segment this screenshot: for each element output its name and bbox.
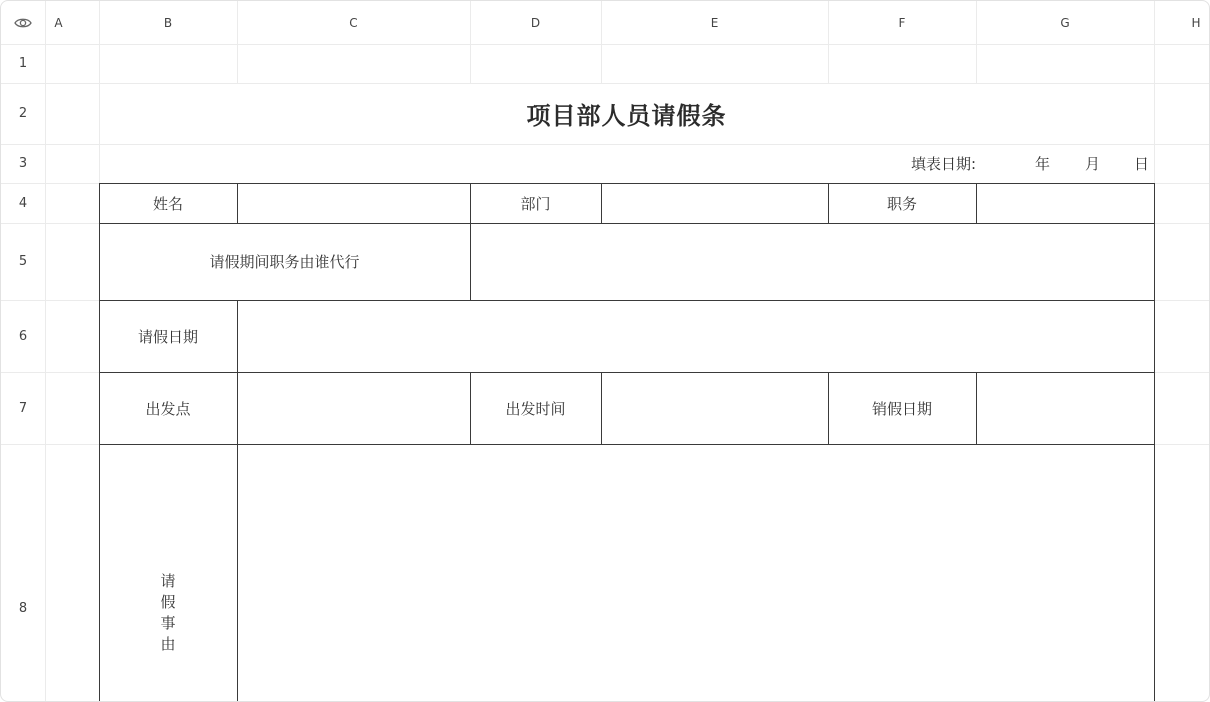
day-label: 日 [1134,155,1150,173]
position-label-cell[interactable]: 职务 [886,194,917,213]
fill-date-label: 填表日期: [911,155,977,173]
reason-char: 请 [160,572,176,590]
departure-label-cell[interactable]: 出发点 [145,399,191,418]
form-border [237,300,238,701]
grid-line [1,144,1209,145]
leave-date-label-cell[interactable]: 请假日期 [137,327,198,346]
column-header-d[interactable]: D [530,15,541,30]
row-header-6[interactable]: 6 [18,328,28,344]
form-border [99,183,1155,184]
form-border [237,183,238,223]
name-label-cell[interactable]: 姓名 [152,194,183,213]
form-border [601,183,602,223]
form-border [976,372,977,444]
eye-icon[interactable] [13,13,33,33]
row-header-8[interactable]: 8 [18,600,28,616]
proxy-label-cell[interactable]: 请假期间职务由谁代行 [209,253,360,271]
grid-line [45,1,46,701]
departure-time-label-cell[interactable]: 出发时间 [505,399,566,418]
row-header-1[interactable]: 1 [18,56,28,71]
reason-char: 假 [160,593,176,611]
row-header-3[interactable]: 3 [18,156,28,171]
return-date-label-cell[interactable]: 销假日期 [871,399,932,418]
reason-char: 由 [160,635,176,653]
form-border [99,372,1155,373]
row-header-2[interactable]: 2 [18,106,28,121]
column-header-b[interactable]: B [163,15,173,30]
row-header-4[interactable]: 4 [18,195,28,211]
form-border [976,183,977,223]
reason-char: 事 [160,614,176,632]
column-header-e[interactable]: E [710,15,719,30]
column-header-c[interactable]: C [349,15,358,30]
form-border [1154,183,1155,701]
month-label: 月 [1085,155,1101,173]
column-header-g[interactable]: G [1060,15,1070,30]
row-header-5[interactable]: 5 [18,254,28,269]
form-border [601,372,602,444]
grid-line [1,44,1209,45]
column-header-h[interactable]: H [1191,15,1201,30]
form-title[interactable]: 项目部人员请假条 [526,102,727,130]
dept-label-cell[interactable]: 部门 [520,194,551,213]
reason-label-cell[interactable] [99,571,237,655]
form-border [99,300,1155,301]
row-header-7[interactable]: 7 [18,400,28,416]
column-header-a[interactable]: A [54,15,63,30]
form-border [99,444,1155,445]
column-header-f[interactable]: F [898,15,906,30]
year-label: 年 [1035,155,1051,173]
